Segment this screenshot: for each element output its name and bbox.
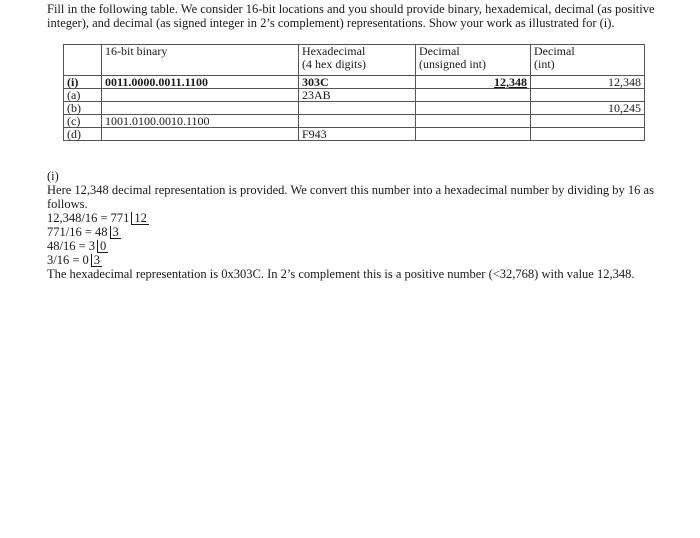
unsigned-cell[interactable] — [416, 89, 531, 102]
hex-cell[interactable] — [299, 115, 416, 128]
table-row — [64, 115, 645, 128]
remainder: 3 — [91, 254, 102, 267]
division-expression: 12,348/16 = 771 — [47, 211, 130, 225]
division-step — [47, 225, 687, 239]
division-expression: 48/16 = 3 — [47, 239, 96, 253]
header-unsigned-line-1: Decimal — [419, 44, 460, 58]
header-label-cell — [64, 45, 102, 76]
header-int-line-2: (int) — [534, 57, 555, 71]
row-label: (c) — [64, 115, 102, 128]
table-row — [64, 76, 645, 89]
instructions — [47, 2, 687, 30]
header-decimal-unsigned — [416, 45, 531, 76]
division-expression: 771/16 = 48 — [47, 225, 108, 239]
worked-example — [47, 169, 687, 281]
division-expression: 3/16 = 0 — [47, 253, 89, 267]
remainder: 12 — [131, 212, 149, 225]
signed-cell: 10,245 — [531, 102, 645, 115]
signed-cell[interactable] — [531, 128, 645, 141]
hex-cell: F943 — [299, 128, 416, 141]
conversion-table — [63, 44, 645, 141]
binary-cell[interactable] — [102, 89, 299, 102]
table-row — [64, 102, 645, 115]
division-step — [47, 239, 687, 253]
header-decimal-int — [531, 45, 645, 76]
unsigned-cell: 12,348 — [416, 76, 531, 89]
hex-cell: 23AB — [299, 89, 416, 102]
unsigned-cell[interactable] — [416, 128, 531, 141]
row-label: (d) — [64, 128, 102, 141]
signed-cell[interactable] — [531, 89, 645, 102]
header-binary-text: 16-bit binary — [105, 44, 168, 58]
table-row — [64, 89, 645, 102]
binary-cell: 1001.0100.0010.1100 — [102, 115, 299, 128]
unsigned-cell[interactable] — [416, 115, 531, 128]
row-label: (i) — [64, 76, 102, 89]
remainder: 0 — [97, 240, 108, 253]
header-unsigned-line-2: (unsigned int) — [419, 57, 486, 71]
header-hex-line-2: (4 hex digits) — [302, 57, 366, 71]
table-header-row — [64, 45, 645, 76]
worked-example-conclusion: The hexadecimal representation is 0x303C. In 2’s complement this is a positive number (<32,768) with value 12,348. — [47, 267, 635, 281]
signed-cell[interactable] — [531, 115, 645, 128]
row-label: (b) — [64, 102, 102, 115]
binary-cell[interactable] — [102, 102, 299, 115]
instructions-line-2: integer), and decimal (as signed integer in 2’s complement) representations. Show your work as illustrated for (i). — [47, 16, 615, 30]
instructions-line-1: Fill in the following table. We consider 16-bit locations and you should provide binary, hexademical, decimal (as positive — [47, 2, 655, 16]
header-int-line-1: Decimal — [534, 44, 575, 58]
worked-example-intro-2: follows. — [47, 197, 88, 211]
header-hex-line-1: Hexadecimal — [302, 44, 366, 58]
binary-cell[interactable] — [102, 128, 299, 141]
remainder: 3 — [110, 226, 121, 239]
binary-cell: 0011.0000.0011.1100 — [102, 76, 299, 89]
unsigned-cell[interactable] — [416, 102, 531, 115]
hex-cell: 303C — [299, 76, 416, 89]
header-binary — [102, 45, 299, 76]
signed-cell: 12,348 — [531, 76, 645, 89]
worked-example-intro-1: Here 12,348 decimal representation is provided. We convert this number into a hexadecimal number by dividing by 16 as — [47, 183, 654, 197]
table-row — [64, 128, 645, 141]
hex-cell[interactable] — [299, 102, 416, 115]
header-hex — [299, 45, 416, 76]
division-step — [47, 253, 687, 267]
row-label: (a) — [64, 89, 102, 102]
worked-example-heading: (i) — [47, 169, 59, 183]
division-step — [47, 211, 687, 225]
